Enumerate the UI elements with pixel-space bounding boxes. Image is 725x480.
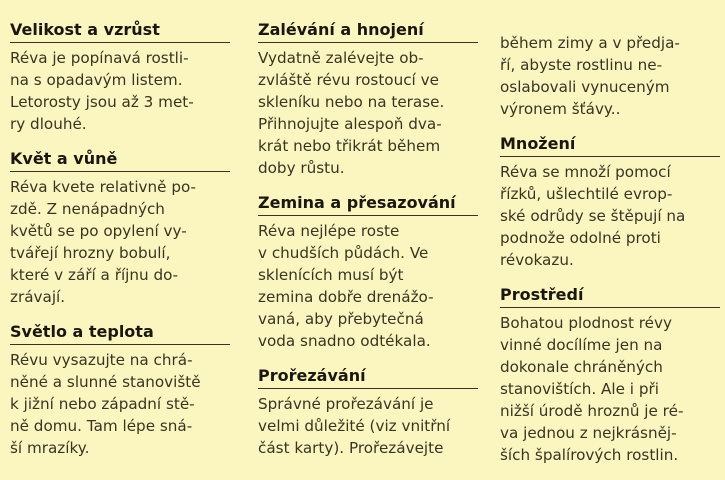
- section-flower-scent: [10, 149, 242, 308]
- column-3: [492, 32, 725, 480]
- section-heading: Velikost a vzrůst: [10, 20, 230, 43]
- text-line: zrávají.: [10, 288, 66, 306]
- section-heading: Světlo a teplota: [10, 322, 230, 345]
- section-heading: Množení: [500, 134, 720, 157]
- text-line: výronem šťávy..: [500, 100, 621, 118]
- section-light-temperature: [10, 322, 242, 459]
- text-line: Vydatně zalévejte ob-: [258, 49, 424, 67]
- text-line: v chudších půdách. Ve: [258, 244, 429, 262]
- text-line: vaná, aby přebytečná: [258, 310, 424, 328]
- text-line: Správné prořezávání je: [258, 395, 434, 413]
- text-line: během zimy a v předja-: [500, 34, 680, 52]
- text-line: nižší úrodě hroznů je ré-: [500, 402, 684, 420]
- text-line: ně domu. Tam lépe sná-: [10, 417, 193, 435]
- text-line: Révu vysazujte na chrá-: [10, 351, 193, 369]
- text-line: oslabovali vynuceným: [500, 78, 670, 96]
- text-line: skleníku nebo na terase.: [258, 93, 445, 111]
- text-line: krát nebo třikrát během: [258, 137, 441, 155]
- section-pruning-continued: [500, 32, 725, 120]
- section-watering-fertilizing: [258, 20, 490, 179]
- text-line: tvářejí hrozny bobulí,: [10, 244, 171, 262]
- text-line: Réva kvete relativně po-: [10, 178, 197, 196]
- text-line: ší mrazíky.: [10, 439, 90, 457]
- text-line: dokonale chráněných: [500, 358, 663, 376]
- section-size-growth: [10, 20, 242, 135]
- section-heading: Prořezávání: [258, 366, 478, 389]
- text-line: révokazu.: [500, 251, 574, 269]
- column-1: [0, 20, 242, 473]
- text-line: ří, abyste rostlinu ne-: [500, 56, 663, 74]
- section-propagation: [500, 134, 725, 271]
- text-line: na s opadavým listem.: [10, 71, 183, 89]
- text-line: Přihnojujte alespoň dva-: [258, 115, 442, 133]
- text-line: Letorosty jsou až 3 met-: [10, 93, 194, 111]
- text-line: sklenících musí být: [258, 266, 404, 284]
- text-line: k jižní nebo západní stě-: [10, 395, 195, 413]
- text-line: ších špalírových rostlin.: [500, 446, 679, 464]
- column-2: [248, 20, 490, 473]
- section-heading: Květ a vůně: [10, 149, 230, 172]
- text-line: zemina dobře drenážo-: [258, 288, 434, 306]
- text-line: Réva je popínavá rostli-: [10, 49, 189, 67]
- text-line: řízků, ušlechtilé evrop-: [500, 185, 673, 203]
- text-line: ry dlouhé.: [10, 115, 87, 133]
- section-soil-repotting: [258, 193, 490, 352]
- text-line: vinné docílíme jen na: [500, 336, 663, 354]
- text-line: va jednou z nejkrásněj-: [500, 424, 677, 442]
- text-line: květů se po opylení vy-: [10, 222, 187, 240]
- text-line: část karty). Prořezávejte: [258, 439, 444, 457]
- text-line: zvláště révu rostoucí ve: [258, 71, 439, 89]
- text-line: ské odrůdy se štěpují na: [500, 207, 686, 225]
- section-environment: [500, 285, 725, 466]
- text-line: Bohatou plodnost révy: [500, 314, 672, 332]
- section-heading: Zalévání a hnojení: [258, 20, 478, 43]
- text-line: voda snadno odtékala.: [258, 332, 431, 350]
- text-line: podnože odolné proti: [500, 229, 661, 247]
- section-heading: Prostředí: [500, 285, 720, 308]
- text-line: které v září a říjnu do-: [10, 266, 179, 284]
- text-line: Réva nejlépe roste: [258, 222, 400, 240]
- text-line: velmi důležité (viz vnitřní: [258, 417, 451, 435]
- text-line: něné a slunné stanoviště: [10, 373, 201, 391]
- text-line: zdě. Z nenápadných: [10, 200, 165, 218]
- section-pruning: [258, 366, 490, 459]
- text-line: stanovištích. Ale i při: [500, 380, 659, 398]
- text-line: doby růstu.: [258, 159, 345, 177]
- text-line: Réva se množí pomocí: [500, 163, 671, 181]
- section-heading: Zemina a přesazování: [258, 193, 478, 216]
